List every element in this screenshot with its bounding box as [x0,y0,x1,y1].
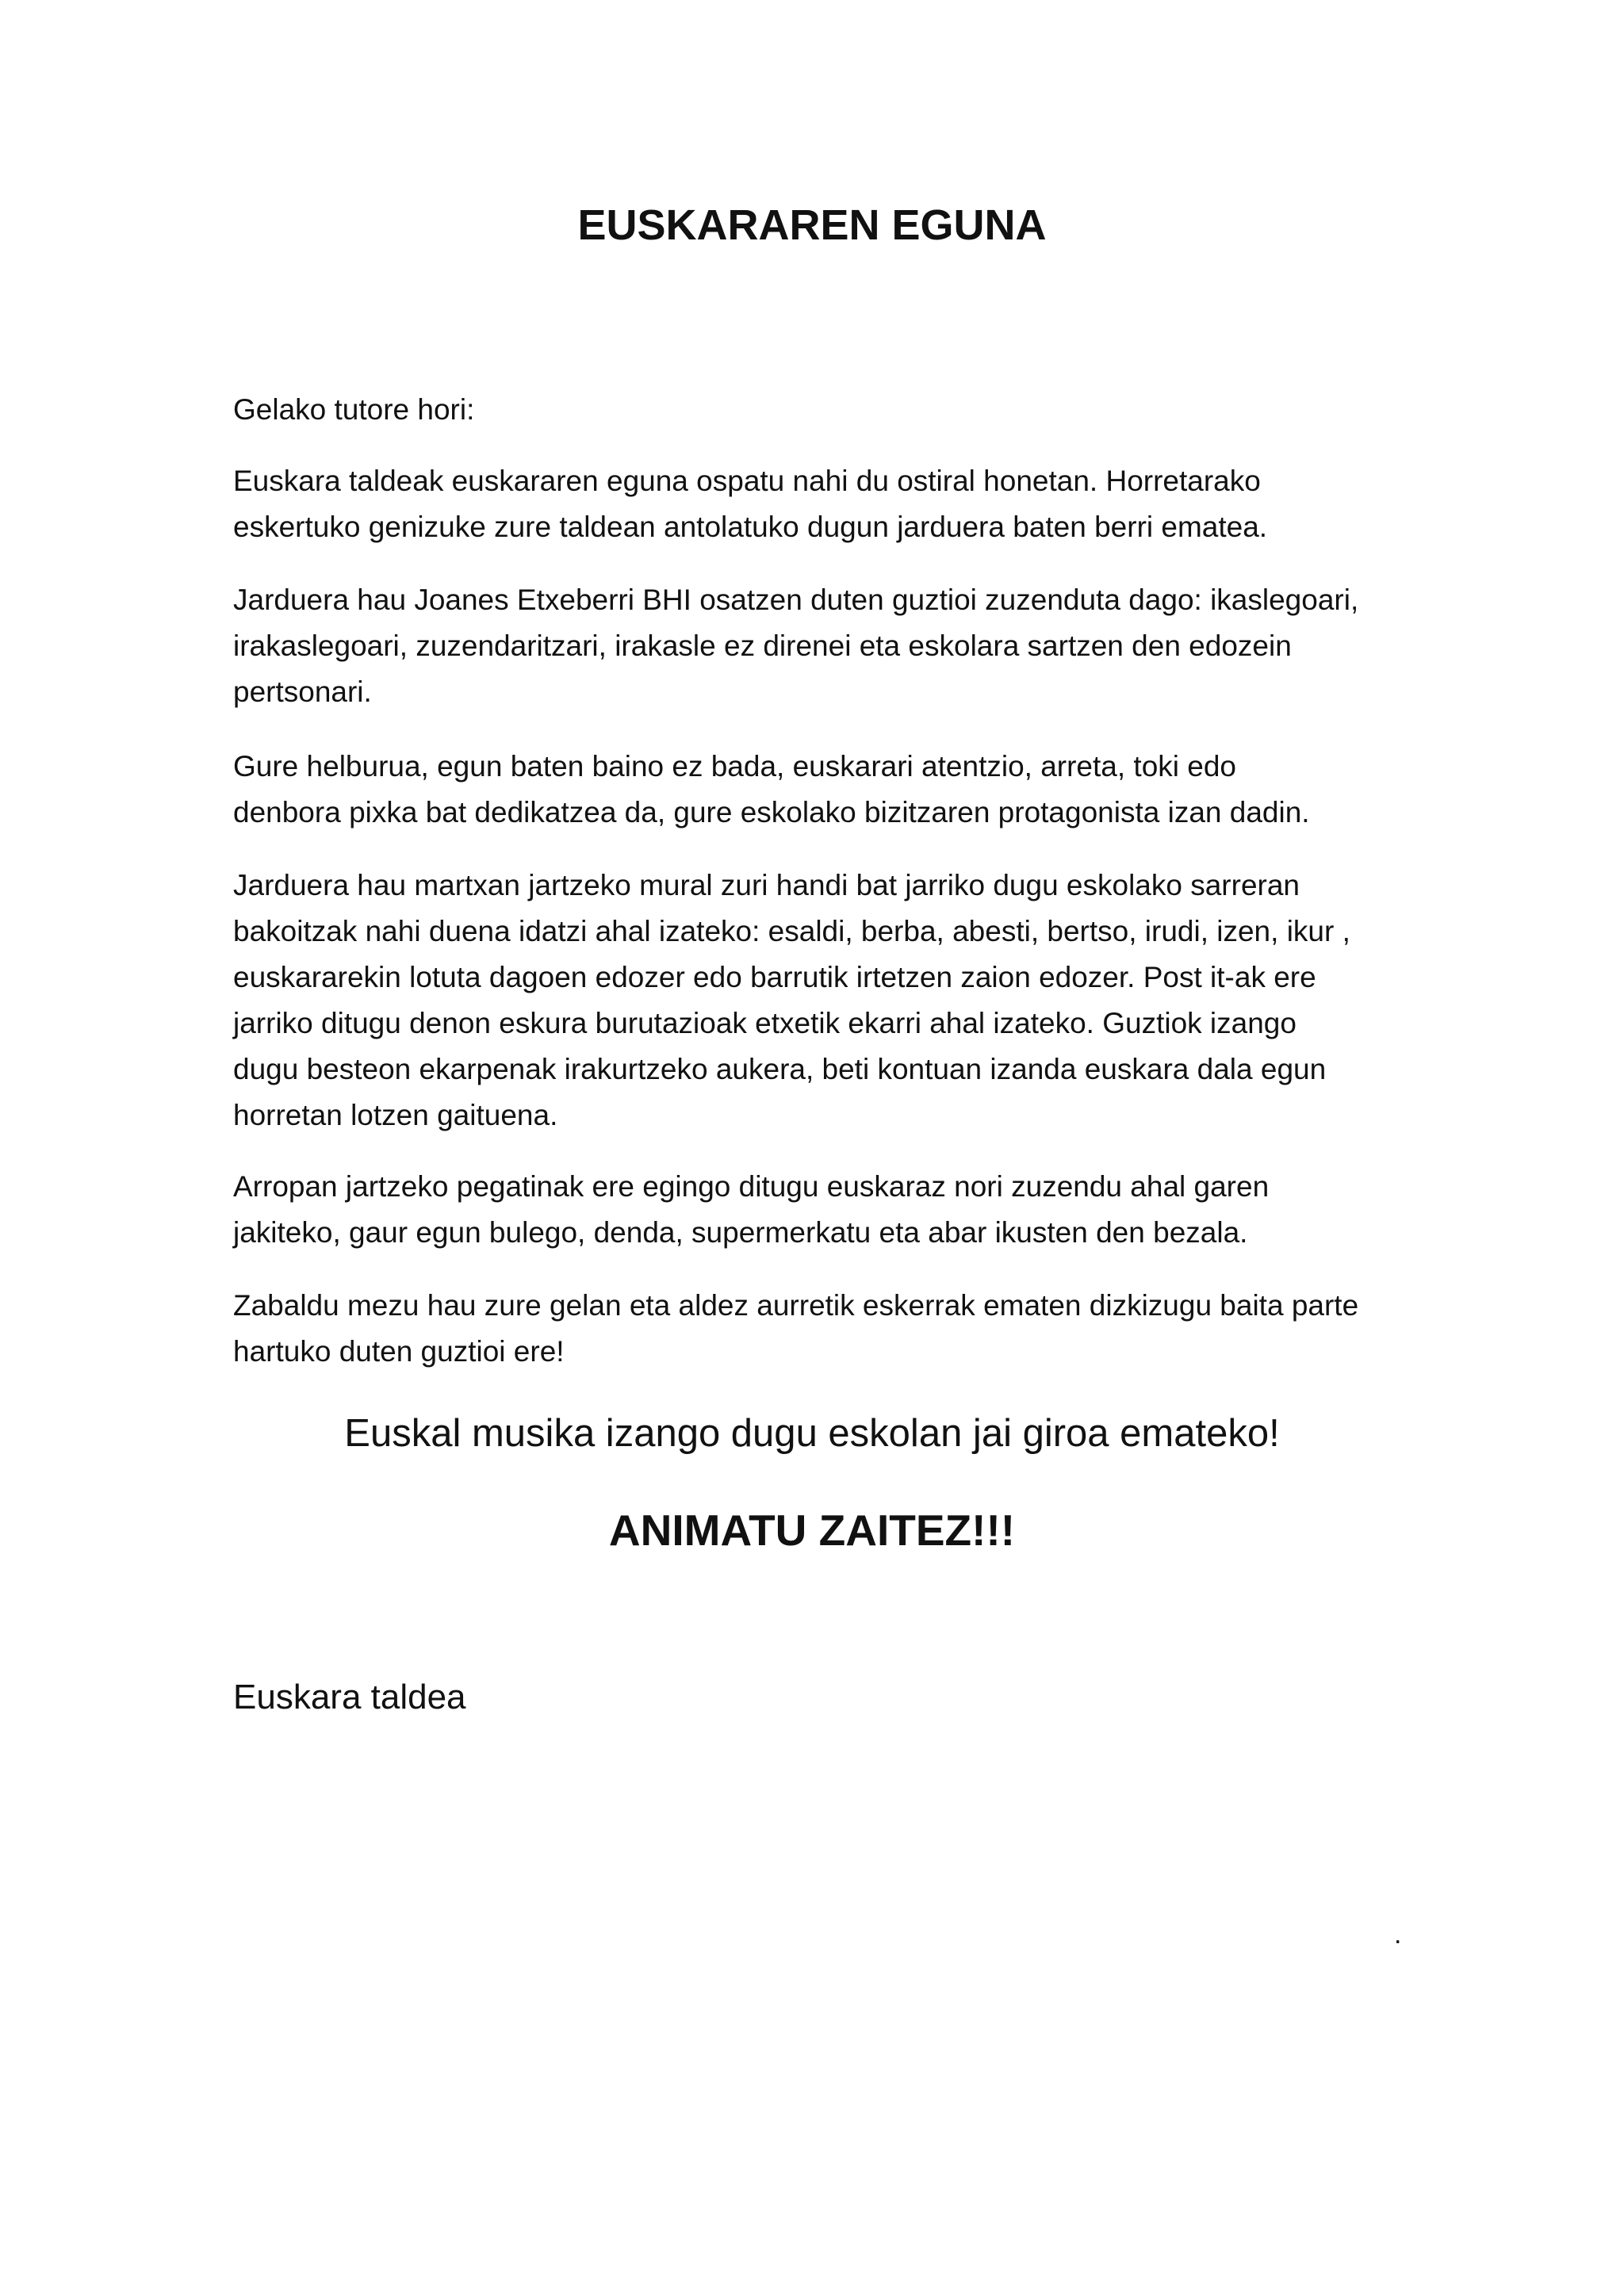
document-title: EUSKARAREN EGUNA [577,201,1047,249]
stray-dot: . [1394,1919,1402,1950]
music-announcement: Euskal musika izango dugu eskolan jai giroa emateko! [344,1412,1280,1455]
paragraph-audience: Jarduera hau Joanes Etxeberri BHI osatzen duten guztioi zuzenduta dago: ikaslegoari, irakaslegoari, zuzendaritzari, irakasle ez direnei eta eskolara sartzen den edozein pertsonari. [233,584,1359,708]
call-to-action: ANIMATU ZAITEZ!!! [608,1506,1016,1555]
paragraph-intro: Euskara taldeak euskararen eguna ospatu nahi du ostiral honetan. Horretarako eskertuko genizuke zure taldean antolatuko dugun jarduera baten berri ematea. [233,465,1268,543]
paragraph-stickers: Arropan jartzeko pegatinak ere egingo ditugu euskaraz nori zuzendu ahal garen jakiteko, gaur egun bulego, denda, supermerkatu eta abar ikusten den bezala. [233,1170,1270,1249]
signature: Euskara taldea [233,1678,466,1716]
paragraph-spread-message: Zabaldu mezu hau zure gelan eta aldez aurretik eskerrak ematen dizkizugu baita parte hartuko duten guztioi ere! [233,1289,1359,1368]
paragraph-goal: Gure helburua, egun baten baino ez bada, euskarari atentzio, arreta, toki edo denbora pixka bat dedikatzea da, gure eskolako bizitzaren protagonista izan dadin. [233,750,1310,828]
paragraph-activity: Jarduera hau martxan jartzeko mural zuri handi bat jarriko dugu eskolako sarreran bakoitzak nahi duena idatzi ahal izateko: esaldi, berba, abesti, bertso, irudi, izen, ikur , euskararekin lotuta dagoen edozer edo barrutik irtetzen zaion edozer. Post it-ak ere jarriko ditugu denon eskura burutazioak etxetik ekarri ahal izateko. Guztiok izango dugu besteon ekarpenak irakurtzeko aukera, beti kontuan izanda euskara dala egun horretan lotzen gaituena. [233,869,1350,1131]
greeting: Gelako tutore hori: [233,393,475,426]
